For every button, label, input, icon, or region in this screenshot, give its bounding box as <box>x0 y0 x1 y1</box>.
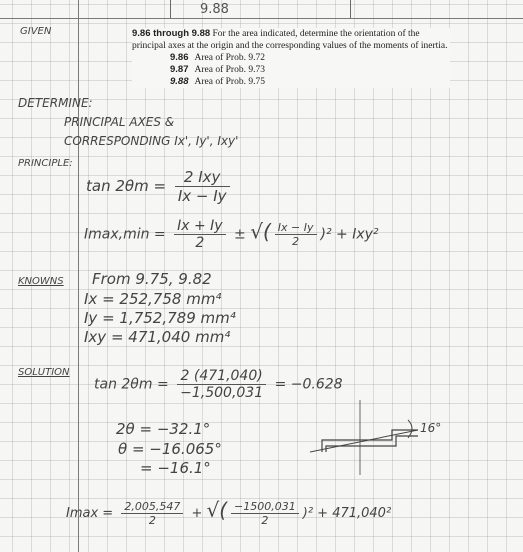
determine-line-2: CORRESPONDING Ix', Iy', Ixy' <box>64 134 239 148</box>
problem-item: 9.87 Area of Prob. 9.73 <box>170 64 265 75</box>
principal-axes-sketch <box>300 400 460 480</box>
header-box-left <box>170 0 171 18</box>
problem-item: 9.88 Area of Prob. 9.75 <box>170 76 265 87</box>
tan-denominator: Ix − Iy <box>177 187 227 205</box>
principal-axis-line <box>310 430 418 452</box>
principle-label: PRINCIPLE: <box>18 158 73 169</box>
tan-result: = −0.628 <box>274 376 343 393</box>
problem-item: 9.86 Area of Prob. 9.72 <box>170 52 265 63</box>
tan-formula: tan 2θm = $\frac{\text{2 Ixy}}{Ix - Iy}$ <box>86 168 234 205</box>
angle-arc <box>408 420 412 438</box>
imax-formula: Imax,min = $\frac{Ix + Iy}{2}$ ± √( $\frac{Ix - Iy}{2}$ )² + Ixy² <box>84 218 379 251</box>
problem-number: 9.88 <box>200 2 229 17</box>
determine-line-1: PRINCIPAL AXES & <box>64 115 175 129</box>
header-rule <box>0 18 523 19</box>
area-outline-inner <box>326 436 418 452</box>
tan-numerator: 2 Ixy <box>175 168 230 187</box>
header-box-right <box>350 0 351 18</box>
known-label: KNOWNS <box>18 276 64 287</box>
known-ix: Ix = 252,758 mm⁴ <box>84 290 222 308</box>
solution-step-2: θ = −16.065° <box>118 440 222 458</box>
given-label: GIVEN <box>20 26 52 37</box>
known-from: From 9.75, 9.82 <box>92 270 212 288</box>
margin-line <box>78 0 79 552</box>
problem-text: For the area indicated, determine the orientation of the principal axes at the origin and the corresponding values of the moments of inertia. <box>132 29 448 51</box>
solution-label: SOLUTION <box>18 367 70 378</box>
known-iy: Iy = 1,752,789 mm⁴ <box>84 309 236 327</box>
problem-heading: 9.86 through 9.88 <box>132 28 211 39</box>
solution-step-1: 2θ = −32.1° <box>116 420 211 438</box>
problem-statement <box>132 28 450 88</box>
solution-step-3: = −16.1° <box>140 459 211 477</box>
known-ixy: Ixy = 471,040 mm⁴ <box>84 328 231 346</box>
determine-label: DETERMINE: <box>18 96 93 110</box>
solution-tan: tan 2θm = $\frac{2 (471,040)}{-1,500,031}$ = −0.628 <box>94 368 343 401</box>
angle-label: 16° <box>420 421 442 435</box>
solution-imax: Imax = $\frac{2,005,547}{2}$ + √( $\frac{-1500,031}{2}$ )² + 471,040² <box>66 498 392 527</box>
